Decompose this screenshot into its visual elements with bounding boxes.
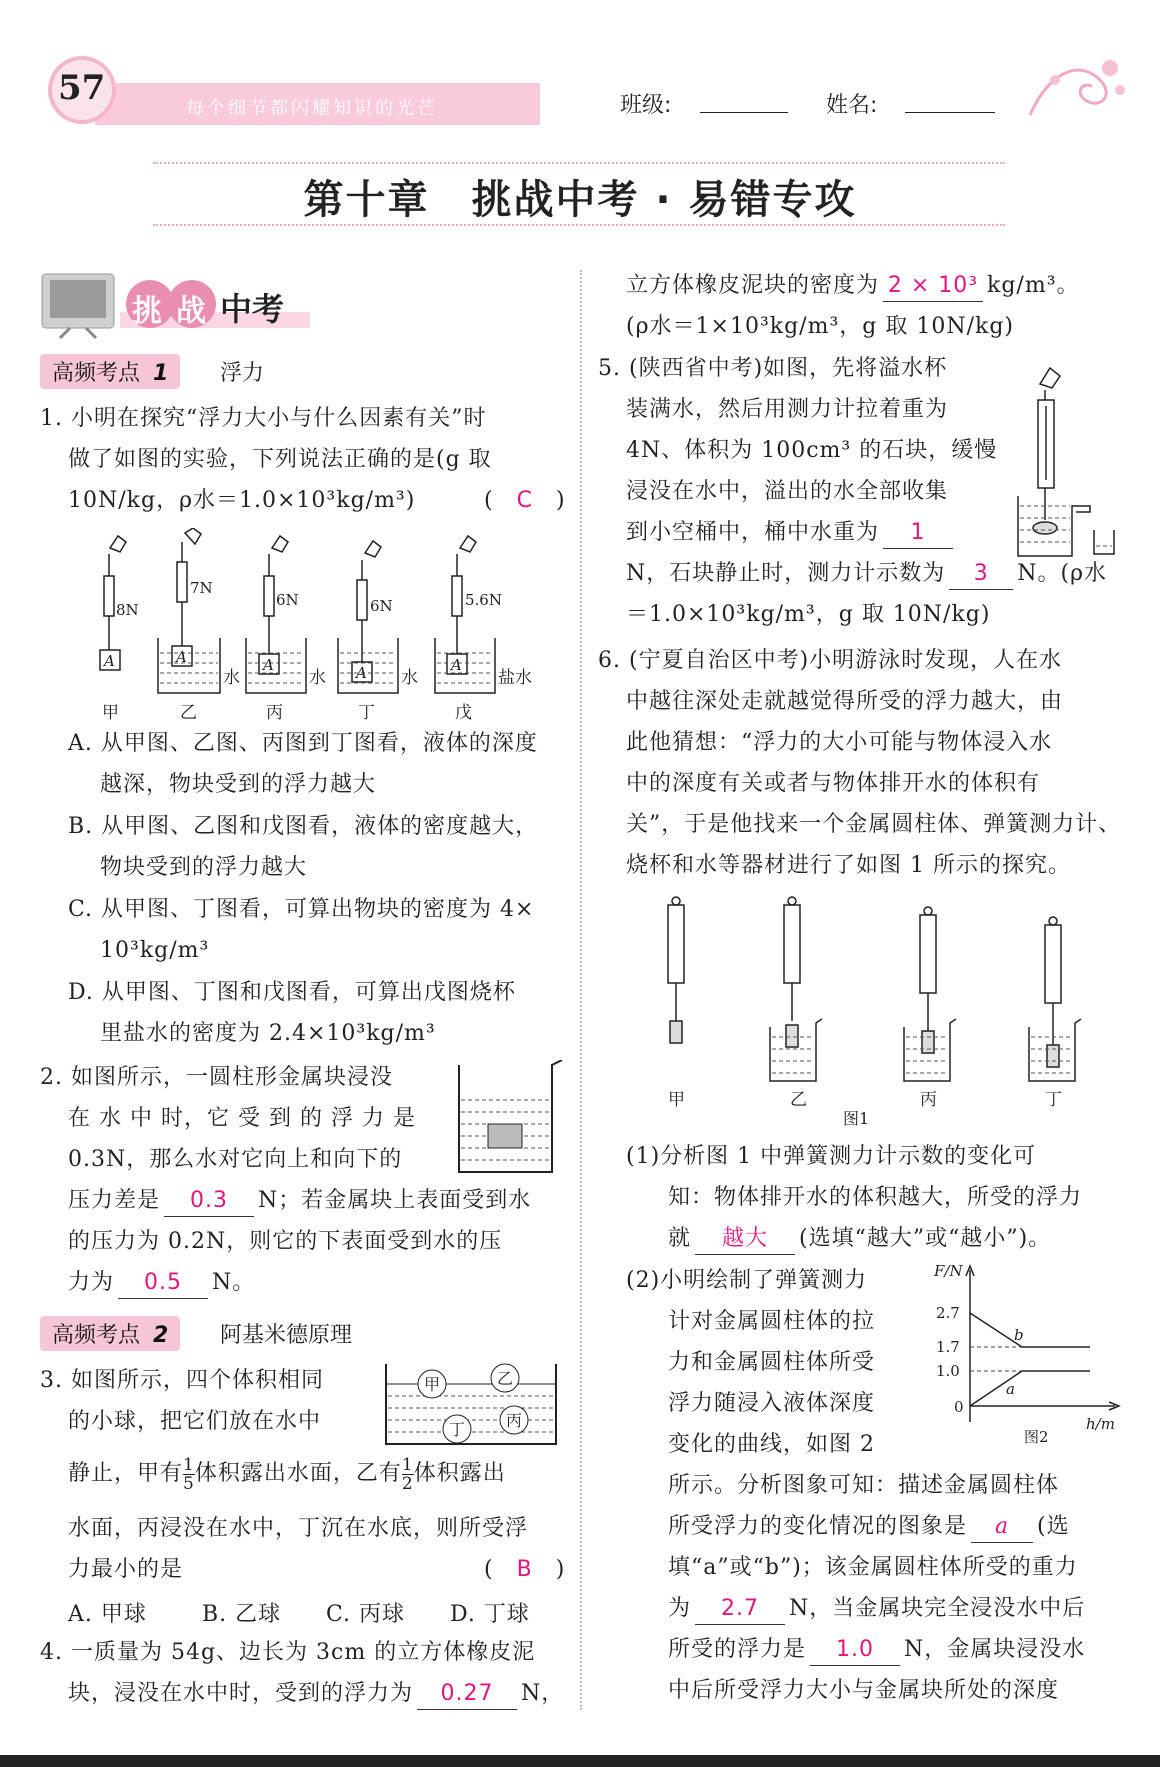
q4-text: kg/m³。 <box>987 273 1080 298</box>
q6-curve-a <box>970 1371 1090 1406</box>
banner-text-2: 中考 <box>220 290 285 328</box>
class-label: 班级: <box>620 93 672 118</box>
section-title-1: 浮力 <box>220 361 265 386</box>
q6-line-3: 此他猜想：“浮力的大小可能与物体浸入水 <box>626 730 1053 755</box>
q1-block-jia: A <box>104 652 115 670</box>
q6-part2-line-7 <box>668 1506 1070 1547</box>
q2-line-5: 的压力为 0.2N，则它的下表面受到水的压 <box>68 1229 503 1254</box>
q6-line-1: 6. (宁夏自治区中考)小明游泳时发现，人在水 <box>598 648 1063 673</box>
q3-text: 静止，甲有 <box>68 1461 184 1486</box>
q6-graph-label-b: b <box>1014 1326 1024 1344</box>
header-motto: 每个细节都闪耀知识的光芒 <box>186 98 438 119</box>
q2-line-3: 0.3N，那么水对它向上和向下的 <box>68 1147 403 1172</box>
q6-blank-3[interactable]: 2.7 <box>695 1594 785 1625</box>
q4-line-4: (ρ水＝1×10³kg/m³，g 取 10N/kg) <box>626 314 1014 339</box>
q6-fig1-label-bing: 丙 <box>920 1090 937 1110</box>
q3-frac1-den: 5 <box>183 1473 195 1494</box>
chapter-title: 第十章 挑战中考 · 易错专攻 <box>303 177 857 223</box>
section-tag-label: 高频考点 <box>52 1323 141 1348</box>
q1-block-yi: A <box>176 648 187 666</box>
class-field[interactable] <box>700 112 788 113</box>
q6-fig1-label-jia: 甲 <box>668 1090 685 1110</box>
q2-line-1: 2. 如图所示，一圆柱形金属块浸没 <box>40 1065 393 1090</box>
q3-frac1-num: 1 <box>183 1454 195 1475</box>
q6-graph-y-label: F/N <box>934 1262 963 1280</box>
q6-figure-2 <box>930 1262 1130 1447</box>
q4-text: 立方体橡皮泥块的密度为 <box>626 273 880 298</box>
q3-option-d: D. 丁球 <box>450 1602 530 1627</box>
q1-val-jia: 8N <box>116 601 139 619</box>
page-number: 57 <box>58 68 106 108</box>
section-title-2: 阿基米德原理 <box>220 1323 353 1348</box>
q6-line-2: 中越往深处走就越觉得所受的浮力越大，由 <box>626 689 1064 714</box>
q6-graph-tick-27: 2.7 <box>936 1304 960 1322</box>
q5-text: N，石块静止时，测力计示数为 <box>626 561 946 586</box>
q5-line-4: 浸没在水中，溢出的水全部收集 <box>626 479 949 504</box>
q6-text: 为 <box>668 1596 692 1621</box>
q6-line-6: 烧杯和水等器材进行了如图 1 所示的探究。 <box>626 853 1071 878</box>
q5-text: 到小空桶中，桶中水重为 <box>626 520 880 545</box>
q2-line-6 <box>68 1262 255 1303</box>
name-label: 姓名: <box>826 93 878 118</box>
q6-graph-tick-0: 0 <box>954 1398 964 1416</box>
q6-blank-1[interactable]: 越大 <box>695 1224 795 1255</box>
q1-line-1: 1. 小明在探究“浮力大小与什么因素有关”时 <box>40 406 487 431</box>
q3-answer-bracket: ( B ) <box>484 1557 566 1582</box>
q6-part2-line-10 <box>668 1629 1085 1670</box>
q6-part2-line-8: 填“a”或“b”)；该金属圆柱体所受的重力 <box>668 1555 1078 1580</box>
q6-part1-line-2: 知：物体排开水的体积越大，所受的浮力 <box>668 1185 1083 1210</box>
q3-text: 体积露出 <box>413 1461 506 1486</box>
q3-ball-ding: 丁 <box>448 1420 466 1439</box>
q3-fraction-2 <box>402 1456 414 1493</box>
q2-blank-2[interactable]: 0.5 <box>118 1268 208 1299</box>
section-tag-1 <box>40 354 180 389</box>
q6-line-5: 关”，于是他找来一个金属圆柱体、弹簧测力计、 <box>626 812 1122 837</box>
name-field[interactable] <box>905 112 995 113</box>
q6-text: 所受浮力的变化情况的图象是 <box>668 1514 968 1539</box>
q4-text: 块，浸没在水中时，受到的浮力为 <box>68 1681 414 1706</box>
q1-label-jia: 甲 <box>102 703 119 723</box>
q1-option-c-1: C. 从甲图、丁图看，可算出物块的密度为 4× <box>68 897 535 922</box>
q4-blank-2[interactable]: 2 × 10³ <box>883 271 983 302</box>
q1-block-bing: A <box>263 656 274 674</box>
q5-figure <box>1010 356 1140 566</box>
q4-line-3 <box>626 265 1080 306</box>
q6-part2-line-6: 所示。分析图象可知：描述金属圆柱体 <box>668 1473 1060 1498</box>
q2-figure <box>454 1060 564 1175</box>
q6-part2-line-2: 计对金属圆柱体的拉 <box>668 1309 876 1334</box>
q6-text: N，当金属块完全浸没水中后 <box>789 1596 1086 1621</box>
q4-text: N， <box>521 1681 565 1706</box>
q4-line-1: 4. 一质量为 54g、边长为 3cm 的立方体橡皮泥 <box>40 1640 536 1665</box>
section-tag-label: 高频考点 <box>52 361 141 386</box>
q6-text: N，金属块浸没水 <box>904 1637 1086 1662</box>
floral-ornament-icon <box>1020 50 1130 130</box>
column-divider <box>580 270 582 1710</box>
q3-option-b: B. 乙球 <box>202 1602 282 1627</box>
q1-answer: C <box>516 488 533 513</box>
section-tag-2 <box>40 1316 180 1351</box>
q6-blank-2[interactable]: a <box>971 1512 1033 1543</box>
q6-fig1-caption: 图1 <box>843 1109 870 1128</box>
q6-text: (选 <box>1037 1514 1070 1539</box>
title-rule-bottom <box>153 224 1005 229</box>
q1-liquid-bing: 水 <box>309 668 326 688</box>
q1-val-yi: 7N <box>190 579 213 597</box>
q1-figure <box>80 528 550 728</box>
q6-text: (选填“越大”或“越小”)。 <box>799 1226 1052 1251</box>
q3-line-5: 力最小的是 <box>68 1557 184 1582</box>
q3-answer: B <box>516 1557 533 1582</box>
q6-figure-1 <box>640 895 1100 1135</box>
q5-blank-1[interactable]: 1 <box>883 518 953 549</box>
q1-option-c-2: 10³kg/m³ <box>100 938 210 963</box>
q3-ball-jia: 甲 <box>423 1375 441 1394</box>
challenge-banner <box>40 270 310 340</box>
q1-val-ding: 6N <box>370 597 393 615</box>
q3-line-3 <box>68 1453 506 1494</box>
q5-line-7: ＝1.0×10³kg/m³，g 取 10N/kg) <box>626 602 991 627</box>
q5-line-2: 装满水，然后用测力计拉着重为 <box>626 397 949 422</box>
q3-ball-bing: 丙 <box>505 1411 523 1430</box>
q1-option-b-2: 物块受到的浮力越大 <box>100 855 308 880</box>
q6-blank-4[interactable]: 1.0 <box>810 1635 900 1666</box>
section-tag-number: 2 <box>153 1323 169 1348</box>
q1-liquid-yi: 水 <box>223 668 240 688</box>
q6-part1-line-1: (1)分析图 1 中弹簧测力计示数的变化可 <box>626 1144 1037 1169</box>
q3-option-c: C. 丙球 <box>326 1602 406 1627</box>
q3-frac2-den: 2 <box>401 1473 414 1494</box>
q2-line-4 <box>68 1180 531 1221</box>
title-rule-top <box>153 162 1005 167</box>
q1-label-yi: 乙 <box>180 703 197 723</box>
q3-ball-yi: 乙 <box>496 1369 514 1388</box>
q3-line-2: 的小球，把它们放在水中 <box>68 1409 322 1434</box>
q1-line-2: 做了如图的实验，下列说法正确的是(g 取 <box>68 447 492 472</box>
section-tag-number: 1 <box>153 361 169 386</box>
q3-text: 体积露出水面，乙有 <box>194 1461 402 1486</box>
q1-option-a-1: A. 从甲图、乙图、丙图到丁图看，液体的深度 <box>68 731 538 756</box>
q3-line-4: 水面，丙浸没在水中，丁沉在水底，则所受浮 <box>68 1516 529 1541</box>
q6-part2-line-9 <box>668 1588 1085 1629</box>
q1-label-ding: 丁 <box>358 703 375 723</box>
q5-line-1: 5. (陕西省中考)如图，先将溢水杯 <box>598 356 948 381</box>
banner-text-1: 挑战 <box>132 294 220 329</box>
q6-graph-caption: 图2 <box>1024 1428 1049 1446</box>
q6-fig1-label-ding: 丁 <box>1045 1090 1062 1110</box>
q3-option-a: A. 甲球 <box>68 1602 147 1627</box>
q1-label-wu: 戊 <box>455 703 472 723</box>
q5-line-3: 4N、体积为 100cm³ 的石块，缓慢 <box>626 438 998 463</box>
q2-text: N。 <box>212 1270 256 1295</box>
q6-graph-tick-10: 1.0 <box>936 1362 960 1380</box>
q3-line-1: 3. 如图所示，四个体积相同 <box>40 1368 324 1393</box>
q2-text: 压力差是 <box>68 1188 161 1213</box>
q6-part2-line-3: 力和金属圆柱体所受 <box>668 1350 876 1375</box>
q5-blank-2[interactable]: 3 <box>949 559 1013 590</box>
q1-option-a-2: 越深，物块受到的浮力越大 <box>100 772 377 797</box>
q5-line-6 <box>626 553 1107 594</box>
q6-part2-line-5: 变化的曲线，如图 2 <box>668 1432 875 1457</box>
q6-line-4: 中的深度有关或者与物体排开水的体积有 <box>626 771 1041 796</box>
q5-text: N。(ρ水 <box>1017 561 1108 586</box>
q1-liquid-wu: 盐水 <box>498 668 532 688</box>
q2-text: N；若金属块上表面受到水 <box>258 1188 532 1213</box>
q3-figure <box>384 1362 564 1452</box>
q6-part1-line-3 <box>668 1218 1051 1259</box>
q3-fraction-1 <box>183 1456 195 1493</box>
q1-block-wu: A <box>451 656 462 674</box>
q2-line-2: 在 水 中 时，它 受 到 的 浮 力 是 <box>68 1106 416 1131</box>
q2-text: 力为 <box>68 1270 115 1295</box>
page-header <box>0 0 1160 140</box>
q6-part2-line-11: 中后所受浮力大小与金属块所处的深度 <box>668 1678 1060 1703</box>
q6-graph-x-label: h/m <box>1086 1415 1115 1433</box>
q1-line-3: 10N/kg，ρ水＝1.0×10³kg/m³) <box>68 488 416 513</box>
q3-frac2-num: 1 <box>401 1454 414 1475</box>
q1-option-d-1: D. 从甲图、丁图和戊图看，可算出戊图烧杯 <box>68 980 516 1005</box>
q5-line-5 <box>626 512 957 553</box>
q2-blank-1[interactable]: 0.3 <box>164 1186 254 1217</box>
q1-answer-bracket: ( C ) <box>484 488 566 513</box>
q1-val-wu: 5.6N <box>465 591 502 609</box>
q6-curve-b <box>970 1313 1090 1347</box>
q4-blank-1[interactable]: 0.27 <box>417 1679 517 1710</box>
q1-label-bing: 丙 <box>266 703 283 723</box>
q1-liquid-ding: 水 <box>401 668 418 688</box>
q1-option-b-1: B. 从甲图、乙图和戊图看，液体的密度越大， <box>68 814 539 839</box>
q6-part2-line-4: 浮力随浸入液体深度 <box>668 1391 876 1416</box>
q6-text: 所受的浮力是 <box>668 1637 807 1662</box>
q6-graph-tick-17: 1.7 <box>936 1338 960 1356</box>
page-bottom-bar <box>0 1755 1160 1767</box>
q6-fig1-label-yi: 乙 <box>790 1090 807 1110</box>
q1-val-bing: 6N <box>276 591 299 609</box>
q6-text: 就 <box>668 1226 692 1251</box>
q1-option-d-2: 里盐水的密度为 2.4×10³kg/m³ <box>100 1021 436 1046</box>
q4-line-2 <box>68 1673 564 1714</box>
q6-part2-line-1: (2)小明绘制了弹簧测力 <box>626 1268 868 1293</box>
q6-graph-label-a: a <box>1006 1380 1015 1398</box>
q1-block-ding: A <box>356 664 367 682</box>
